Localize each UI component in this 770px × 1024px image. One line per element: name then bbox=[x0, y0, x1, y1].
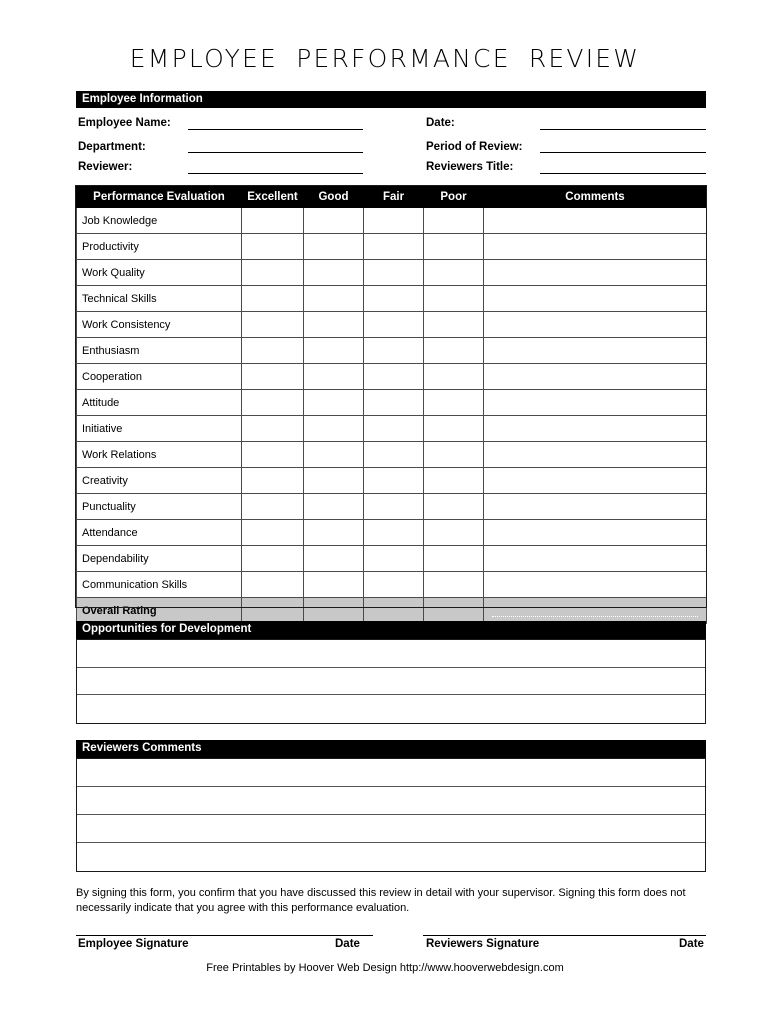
rating-cell-fair[interactable] bbox=[364, 494, 424, 520]
rating-cell-excellent[interactable] bbox=[242, 286, 304, 312]
criterion-label: Punctuality bbox=[77, 494, 242, 520]
rating-cell-poor[interactable] bbox=[424, 208, 484, 234]
rating-cell-fair[interactable] bbox=[364, 312, 424, 338]
table-row bbox=[77, 234, 707, 260]
page-title: EMPLOYEE PERFORMANCE REVIEW bbox=[129, 44, 641, 73]
reviewers-comment-line[interactable] bbox=[77, 843, 705, 871]
rating-cell-good[interactable] bbox=[304, 520, 364, 546]
reviewers-comment-line[interactable] bbox=[77, 787, 705, 815]
column-header-comments: Comments bbox=[484, 187, 707, 208]
rating-cell-fair[interactable] bbox=[364, 208, 424, 234]
comments-cell[interactable] bbox=[484, 260, 707, 286]
rating-cell-excellent[interactable] bbox=[242, 546, 304, 572]
criterion-label: Work Quality bbox=[77, 260, 242, 286]
rating-cell-fair[interactable] bbox=[364, 390, 424, 416]
rating-cell-poor[interactable] bbox=[424, 572, 484, 598]
dotted-write-in-line bbox=[492, 616, 698, 617]
rating-cell-poor[interactable] bbox=[424, 442, 484, 468]
opportunities-write-in-area[interactable] bbox=[76, 639, 706, 724]
rating-cell-poor[interactable] bbox=[424, 260, 484, 286]
rating-cell-good[interactable] bbox=[304, 390, 364, 416]
criterion-label: Communication Skills bbox=[77, 572, 242, 598]
rating-cell-good[interactable] bbox=[304, 260, 364, 286]
rating-cell-good[interactable] bbox=[304, 468, 364, 494]
performance-evaluation-table bbox=[76, 186, 707, 624]
field-department[interactable] bbox=[188, 152, 363, 153]
rating-cell-poor[interactable] bbox=[424, 286, 484, 312]
criterion-label: Job Knowledge bbox=[77, 208, 242, 234]
comments-cell[interactable] bbox=[484, 234, 707, 260]
opportunities-line[interactable] bbox=[77, 668, 705, 696]
rating-cell-fair[interactable] bbox=[364, 286, 424, 312]
comments-cell[interactable] bbox=[484, 520, 707, 546]
rating-cell-excellent[interactable] bbox=[242, 260, 304, 286]
column-header-excellent: Excellent bbox=[242, 187, 304, 208]
rating-cell-excellent[interactable] bbox=[242, 572, 304, 598]
criterion-label: Attendance bbox=[77, 520, 242, 546]
section-header-reviewers-comments: Reviewers Comments bbox=[76, 740, 706, 758]
rating-cell-fair[interactable] bbox=[364, 338, 424, 364]
rating-cell-excellent[interactable] bbox=[242, 494, 304, 520]
rating-cell-poor[interactable] bbox=[424, 312, 484, 338]
rating-cell-good[interactable] bbox=[304, 494, 364, 520]
reviewers-comment-line[interactable] bbox=[77, 815, 705, 843]
label-employee-signature-date: Date bbox=[335, 938, 360, 950]
opportunities-line[interactable] bbox=[77, 695, 705, 723]
criterion-label: Work Consistency bbox=[77, 312, 242, 338]
rating-cell-good[interactable] bbox=[304, 208, 364, 234]
label-reviewers-signature-date: Date bbox=[679, 938, 704, 950]
table-row bbox=[77, 546, 707, 572]
table-row bbox=[77, 468, 707, 494]
rating-cell-excellent[interactable] bbox=[242, 442, 304, 468]
rating-cell-excellent[interactable] bbox=[242, 338, 304, 364]
criterion-label: Dependability bbox=[77, 546, 242, 572]
criterion-label: Productivity bbox=[77, 234, 242, 260]
table-row bbox=[77, 364, 707, 390]
overall-rating-row bbox=[77, 598, 707, 624]
rating-cell-good[interactable] bbox=[304, 338, 364, 364]
label-reviewers-title: Reviewers Title: bbox=[426, 161, 514, 173]
rating-cell-excellent[interactable] bbox=[242, 520, 304, 546]
rating-cell-excellent[interactable] bbox=[242, 468, 304, 494]
overall-rating-label: Overall Rating bbox=[77, 598, 242, 624]
label-period-of-review: Period of Review: bbox=[426, 141, 523, 153]
reviewer-signature-line[interactable] bbox=[423, 935, 706, 936]
rating-cell-fair[interactable] bbox=[364, 442, 424, 468]
comments-cell[interactable] bbox=[484, 364, 707, 390]
rating-cell-good[interactable] bbox=[304, 442, 364, 468]
rating-cell-good[interactable] bbox=[304, 364, 364, 390]
rating-cell-fair[interactable] bbox=[364, 364, 424, 390]
rating-cell-good[interactable] bbox=[304, 546, 364, 572]
overall-rating-cell-fair[interactable] bbox=[364, 598, 424, 624]
label-employee-signature: Employee Signature bbox=[78, 938, 189, 950]
rating-cell-poor[interactable] bbox=[424, 494, 484, 520]
table-row bbox=[77, 208, 707, 234]
criterion-label: Cooperation bbox=[77, 364, 242, 390]
rating-cell-excellent[interactable] bbox=[242, 416, 304, 442]
label-reviewer: Reviewer: bbox=[78, 161, 133, 173]
table-row bbox=[77, 312, 707, 338]
table-row bbox=[77, 260, 707, 286]
comments-cell[interactable] bbox=[484, 442, 707, 468]
rating-cell-fair[interactable] bbox=[364, 572, 424, 598]
comments-cell[interactable] bbox=[484, 468, 707, 494]
comments-cell[interactable] bbox=[484, 286, 707, 312]
field-reviewer[interactable] bbox=[188, 173, 363, 174]
rating-cell-poor[interactable] bbox=[424, 234, 484, 260]
overall-rating-cell-excellent[interactable] bbox=[242, 598, 304, 624]
table-row bbox=[77, 520, 707, 546]
column-header-good: Good bbox=[304, 187, 364, 208]
column-header-performance-evaluation: Performance Evaluation bbox=[77, 187, 242, 208]
rating-cell-poor[interactable] bbox=[424, 546, 484, 572]
label-reviewers-signature: Reviewers Signature bbox=[426, 938, 540, 950]
rating-cell-poor[interactable] bbox=[424, 520, 484, 546]
criterion-label: Initiative bbox=[77, 416, 242, 442]
rating-cell-fair[interactable] bbox=[364, 260, 424, 286]
rating-cell-poor[interactable] bbox=[424, 468, 484, 494]
table-header-row bbox=[77, 187, 707, 208]
rating-cell-fair[interactable] bbox=[364, 546, 424, 572]
signature-disclaimer-text: By signing this form, you confirm that you have discussed this review in detail with your supervisor. Signing this form does not necessarily indicate that you agree with this performance evaluation. bbox=[76, 887, 686, 914]
comments-cell[interactable] bbox=[484, 390, 707, 416]
rating-cell-poor[interactable] bbox=[424, 364, 484, 390]
reviewers-comments-write-in-area[interactable] bbox=[76, 758, 706, 872]
rating-cell-excellent[interactable] bbox=[242, 312, 304, 338]
comments-cell[interactable] bbox=[484, 208, 707, 234]
comments-cell[interactable] bbox=[484, 416, 707, 442]
criterion-label: Attitude bbox=[77, 390, 242, 416]
rating-cell-good[interactable] bbox=[304, 286, 364, 312]
table-row bbox=[77, 442, 707, 468]
criterion-label: Creativity bbox=[77, 468, 242, 494]
rating-cell-poor[interactable] bbox=[424, 338, 484, 364]
table-row bbox=[77, 338, 707, 364]
rating-cell-excellent[interactable] bbox=[242, 364, 304, 390]
field-date[interactable] bbox=[540, 129, 706, 130]
comments-cell[interactable] bbox=[484, 546, 707, 572]
criterion-label: Enthusiasm bbox=[77, 338, 242, 364]
overall-rating-cell-poor[interactable] bbox=[424, 598, 484, 624]
comments-cell[interactable] bbox=[484, 312, 707, 338]
label-employee-name: Employee Name: bbox=[78, 117, 171, 129]
criterion-label: Technical Skills bbox=[77, 286, 242, 312]
rating-cell-excellent[interactable] bbox=[242, 390, 304, 416]
opportunities-line[interactable] bbox=[77, 640, 705, 668]
rating-cell-fair[interactable] bbox=[364, 468, 424, 494]
criterion-label: Work Relations bbox=[77, 442, 242, 468]
reviewers-comment-line[interactable] bbox=[77, 759, 705, 787]
field-period-of-review[interactable] bbox=[540, 152, 706, 153]
table-row bbox=[77, 494, 707, 520]
table-row bbox=[77, 390, 707, 416]
field-reviewers-title[interactable] bbox=[540, 173, 706, 174]
column-header-fair: Fair bbox=[364, 187, 424, 208]
section-header-employee-information: Employee Information bbox=[76, 91, 706, 108]
rating-cell-good[interactable] bbox=[304, 312, 364, 338]
rating-cell-excellent[interactable] bbox=[242, 208, 304, 234]
comments-cell[interactable] bbox=[484, 494, 707, 520]
label-department: Department: bbox=[78, 141, 146, 153]
rating-cell-good[interactable] bbox=[304, 416, 364, 442]
field-employee-name[interactable] bbox=[188, 129, 363, 130]
table-row bbox=[77, 416, 707, 442]
rating-cell-fair[interactable] bbox=[364, 520, 424, 546]
overall-rating-comments-cell[interactable] bbox=[484, 598, 707, 624]
employee-signature-line[interactable] bbox=[76, 935, 373, 936]
table-row bbox=[77, 286, 707, 312]
rating-cell-fair[interactable] bbox=[364, 416, 424, 442]
overall-rating-cell-good[interactable] bbox=[304, 598, 364, 624]
comments-cell[interactable] bbox=[484, 572, 707, 598]
rating-cell-poor[interactable] bbox=[424, 390, 484, 416]
rating-cell-fair[interactable] bbox=[364, 234, 424, 260]
rating-cell-excellent[interactable] bbox=[242, 234, 304, 260]
footer-credit: Free Printables by Hoover Web Design http://www.hooverwebdesign.com bbox=[206, 962, 564, 974]
rating-cell-good[interactable] bbox=[304, 572, 364, 598]
rating-cell-good[interactable] bbox=[304, 234, 364, 260]
comments-cell[interactable] bbox=[484, 338, 707, 364]
section-header-opportunities: Opportunities for Development bbox=[76, 621, 706, 639]
table-row bbox=[77, 572, 707, 598]
rating-cell-poor[interactable] bbox=[424, 416, 484, 442]
column-header-poor: Poor bbox=[424, 187, 484, 208]
label-date: Date: bbox=[426, 117, 455, 129]
